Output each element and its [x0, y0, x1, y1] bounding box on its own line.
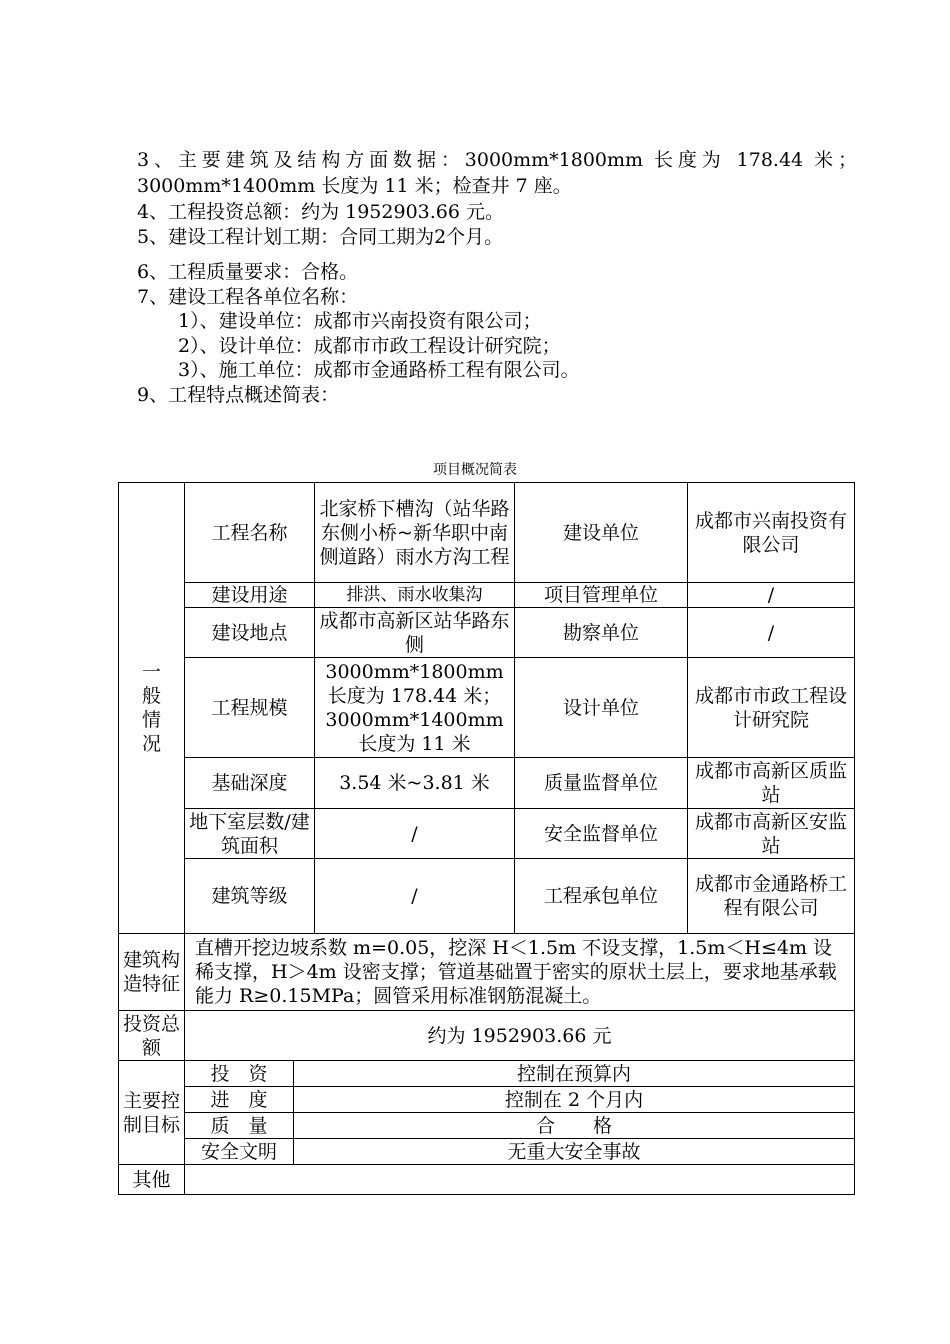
- field-label: 工程规模: [185, 658, 315, 758]
- field-label: 建设用途: [185, 583, 315, 608]
- control-value: 控制在预算内: [294, 1061, 855, 1087]
- control-value: 无重大安全事故: [507, 1140, 641, 1163]
- unit1: 1）、建设单位：成都市兴南投资有限公司；: [178, 310, 542, 332]
- item7: 7、建设工程各单位名称：: [137, 286, 359, 308]
- field-value: /: [688, 608, 855, 658]
- table-row: [119, 1165, 855, 1195]
- table-row: [119, 934, 855, 1011]
- field-value: /: [315, 859, 515, 934]
- field-value: 成都市高新区站华路东侧: [315, 608, 515, 658]
- control-row: [185, 1087, 854, 1113]
- field-value: /: [688, 583, 855, 608]
- table-row: [119, 608, 855, 658]
- control-key: 进 度: [185, 1087, 294, 1113]
- control-row: [185, 1113, 854, 1139]
- field-label: 建设单位: [515, 483, 688, 583]
- field-label: 质量监督单位: [515, 758, 688, 809]
- control-key: 质 量: [185, 1113, 294, 1139]
- table-row: [119, 758, 855, 809]
- field-value: 成都市市政工程设计研究院: [688, 658, 855, 758]
- table-row: [119, 1061, 855, 1165]
- field-value: 排洪、雨水收集沟: [315, 583, 515, 608]
- control-row: [185, 1061, 854, 1087]
- item6: 6、工程质量要求：合格。: [137, 261, 359, 283]
- field-value: 成都市高新区质监站: [688, 758, 855, 809]
- table-caption: 项目概况简表: [433, 462, 517, 478]
- invest-label: 投资总额: [119, 1011, 185, 1061]
- section-general-label: 一 般 情 况: [119, 483, 185, 934]
- field-label: 基础深度: [185, 758, 315, 809]
- control-key: 投 资: [185, 1061, 294, 1087]
- table-row: [119, 1011, 855, 1061]
- item4: 4、工程投资总额：约为 1952903.66 元。: [137, 201, 505, 223]
- field-value: 3.54 米~3.81 米: [315, 758, 515, 809]
- field-label: 安全监督单位: [515, 809, 688, 859]
- table-row: [119, 583, 855, 608]
- item3-line1: 3、主要建筑及结构方面数据：3000mm*1800mm 长度为 178.44 米；: [137, 149, 857, 171]
- control-targets: [185, 1061, 855, 1165]
- table-row: [119, 859, 855, 934]
- unit2: 2）、设计单位：成都市市政工程设计研究院；: [178, 335, 561, 357]
- field-label: 建设地点: [185, 608, 315, 658]
- field-value: 成都市高新区安监站: [688, 809, 855, 859]
- control-targets-table: [185, 1061, 854, 1164]
- control-row: [185, 1139, 854, 1165]
- control-value: 合 格: [294, 1113, 855, 1139]
- invest-value: 约为 1952903.66 元: [185, 1011, 855, 1061]
- field-label: 项目管理单位: [515, 583, 688, 608]
- project-summary-table: [118, 482, 855, 1195]
- unit3: 3）、施工单位：成都市金通路桥工程有限公司。: [178, 359, 580, 381]
- item3-line2: 3000mm*1400mm 长度为 11 米；检查井 7 座。: [137, 175, 572, 197]
- field-label: 勘察单位: [515, 608, 688, 658]
- other-value: [185, 1165, 855, 1195]
- field-value: 北家桥下槽沟（站华路东侧小桥~新华职中南侧道路）雨水方沟工程: [315, 483, 515, 583]
- field-label: 工程承包单位: [515, 859, 688, 934]
- field-label: 工程名称: [185, 483, 315, 583]
- field-value: /: [315, 809, 515, 859]
- table-row: [119, 658, 855, 758]
- field-value: 成都市兴南投资有限公司: [688, 483, 855, 583]
- structure-text: 直槽开挖边坡系数 m=0.05，挖深 H＜1.5m 不设支撑，1.5m＜H≤4m 设稀支撑，H＞4m 设密支撑；管道基础置于密实的原状土层上，要求地基承载能力 R≥0.15MPa；圆管采用标准钢筋混凝土。: [185, 934, 855, 1011]
- field-label: 设计单位: [515, 658, 688, 758]
- item5: 5、建设工程计划工期：合同工期为2个月。: [137, 226, 504, 248]
- table-row: [119, 483, 855, 583]
- other-label: 其他: [119, 1165, 185, 1195]
- field-label: 建筑等级: [185, 859, 315, 934]
- structure-label: 建筑构造特征: [119, 934, 185, 1011]
- field-label: 地下室层数/建筑面积: [185, 809, 315, 859]
- field-value: 3000mm*1800mm 长度为 178.44 米；3000mm*1400mm 长度为 11 米: [315, 658, 515, 758]
- field-value: 成都市金通路桥工程有限公司: [688, 859, 855, 934]
- control-label: 主要控制目标: [119, 1061, 185, 1165]
- item9: 9、工程特点概述简表：: [137, 384, 340, 406]
- control-value: 控制在 2 个月内: [294, 1087, 855, 1113]
- control-key: 安全文明: [185, 1139, 294, 1165]
- table-row: [119, 809, 855, 859]
